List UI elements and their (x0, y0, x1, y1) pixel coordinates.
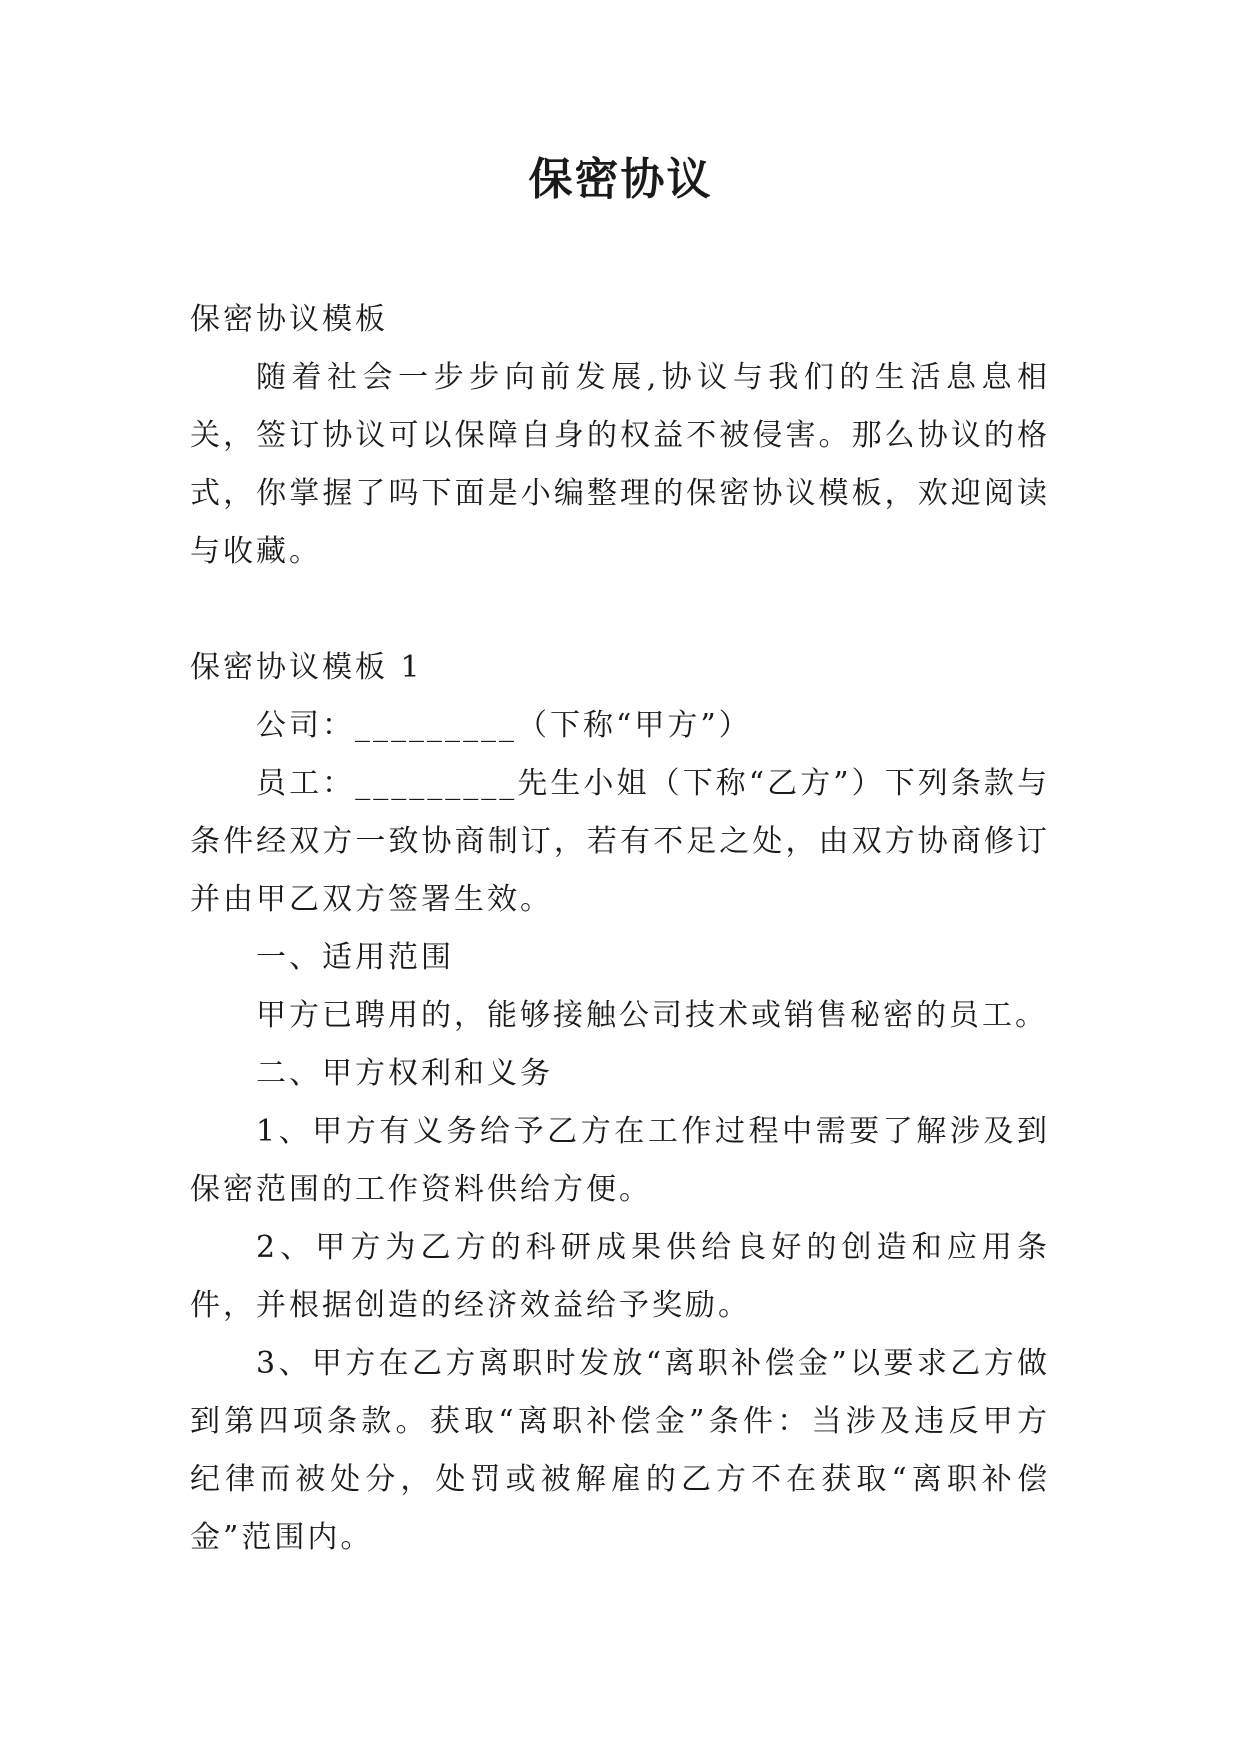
document-title: 保密协议 (528, 154, 713, 205)
employee-paragraph: 员工：_________先生小姐（下称“乙方”）下列条款与条件经双方一致协商制订，若有不足之处，由双方协商修订并由甲乙双方签署生效。 (190, 766, 1050, 917)
section-1-title: 一、适用范围 (256, 940, 454, 975)
section-1-text: 甲方已聘用的，能够接触公司技术或销售秘密的员工。 (256, 998, 1048, 1033)
section-2-title: 二、甲方权利和义务 (256, 1056, 553, 1091)
clause-item-3: 3、甲方在乙方离职时发放“离职补偿金”以要求乙方做到第四项条款。获取“离职补偿金”条件：当涉及违反甲方纪律而被处分，处罚或被解雇的乙方不在获取“离职补偿金”范围内。 (190, 1346, 1050, 1555)
template-heading: 保密协议模板 1 (190, 650, 423, 685)
clause-item-1: 1、甲方有义务给予乙方在工作过程中需要了解涉及到保密范围的工作资料供给方便。 (190, 1114, 1050, 1207)
company-line: 公司：_________（下称“甲方”） (256, 708, 752, 743)
intro-paragraph: 随着社会一步步向前发展,协议与我们的生活息息相关，签订协议可以保障自身的权益不被侵害。那么协议的格式，你掌握了吗下面是小编整理的保密协议模板，欢迎阅读与收藏。 (190, 360, 1050, 569)
spacer (190, 581, 1050, 639)
document-body (190, 291, 1050, 1567)
section-heading: 保密协议模板 (190, 302, 388, 337)
clause-item-2: 2、甲方为乙方的科研成果供给良好的创造和应用条件，并根据创造的经济效益给予奖励。 (190, 1230, 1050, 1323)
